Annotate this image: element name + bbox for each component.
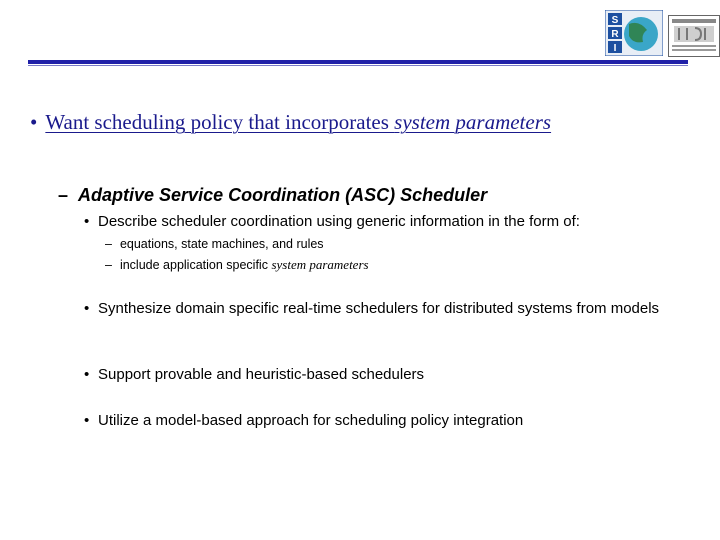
sub-item-text: equations, state machines, and rules	[119, 237, 324, 251]
main-bullet-text	[45, 110, 551, 134]
header-rule	[28, 60, 688, 64]
bullet-text: Utilize a model-based approach for scheduling policy integration	[98, 412, 524, 429]
main-bullet-prefix: Want scheduling policy that incorporates	[45, 110, 395, 134]
bullet-marker: •	[84, 300, 90, 317]
institute-logo-graphic	[669, 16, 719, 56]
sub-item-emphasis: system parameters	[271, 257, 369, 272]
sri-letter-i: I	[613, 43, 617, 54]
bullet-marker: •	[84, 412, 90, 429]
sub-heading-dash: –	[58, 185, 69, 205]
bullet-text: Synthesize domain specific real-time schedulers for distributed systems from models	[98, 300, 660, 317]
bullet-marker: •	[84, 213, 90, 230]
sri-letter-s: S	[611, 15, 619, 26]
bullet-item	[84, 299, 699, 318]
main-bullet	[30, 110, 551, 135]
bullet-text: Support provable and heuristic-based schedulers	[98, 366, 425, 383]
bullet-text: Describe scheduler coordination using generic information in the form of:	[98, 213, 580, 230]
header-logos	[605, 10, 720, 60]
sub-item-text: include application specific	[119, 258, 272, 272]
main-bullet-marker: •	[30, 110, 38, 134]
sub-heading	[58, 185, 487, 206]
bullet-item	[84, 411, 699, 430]
sub-item-dash: –	[105, 237, 112, 251]
sub-item-dash: –	[105, 258, 112, 272]
bullet-item	[84, 212, 704, 231]
bullet-item	[84, 365, 699, 384]
sub-item	[105, 257, 369, 273]
sri-logo	[605, 10, 663, 56]
bullet-marker: •	[84, 366, 90, 383]
sub-item	[105, 237, 324, 251]
header-rule-thin	[28, 65, 688, 66]
sri-letter-r: R	[611, 29, 619, 40]
institute-logo	[668, 15, 720, 57]
sub-heading-text: Adaptive Service Coordination (ASC) Scheduler	[78, 185, 488, 205]
main-bullet-emphasis: system parameters	[394, 110, 552, 134]
